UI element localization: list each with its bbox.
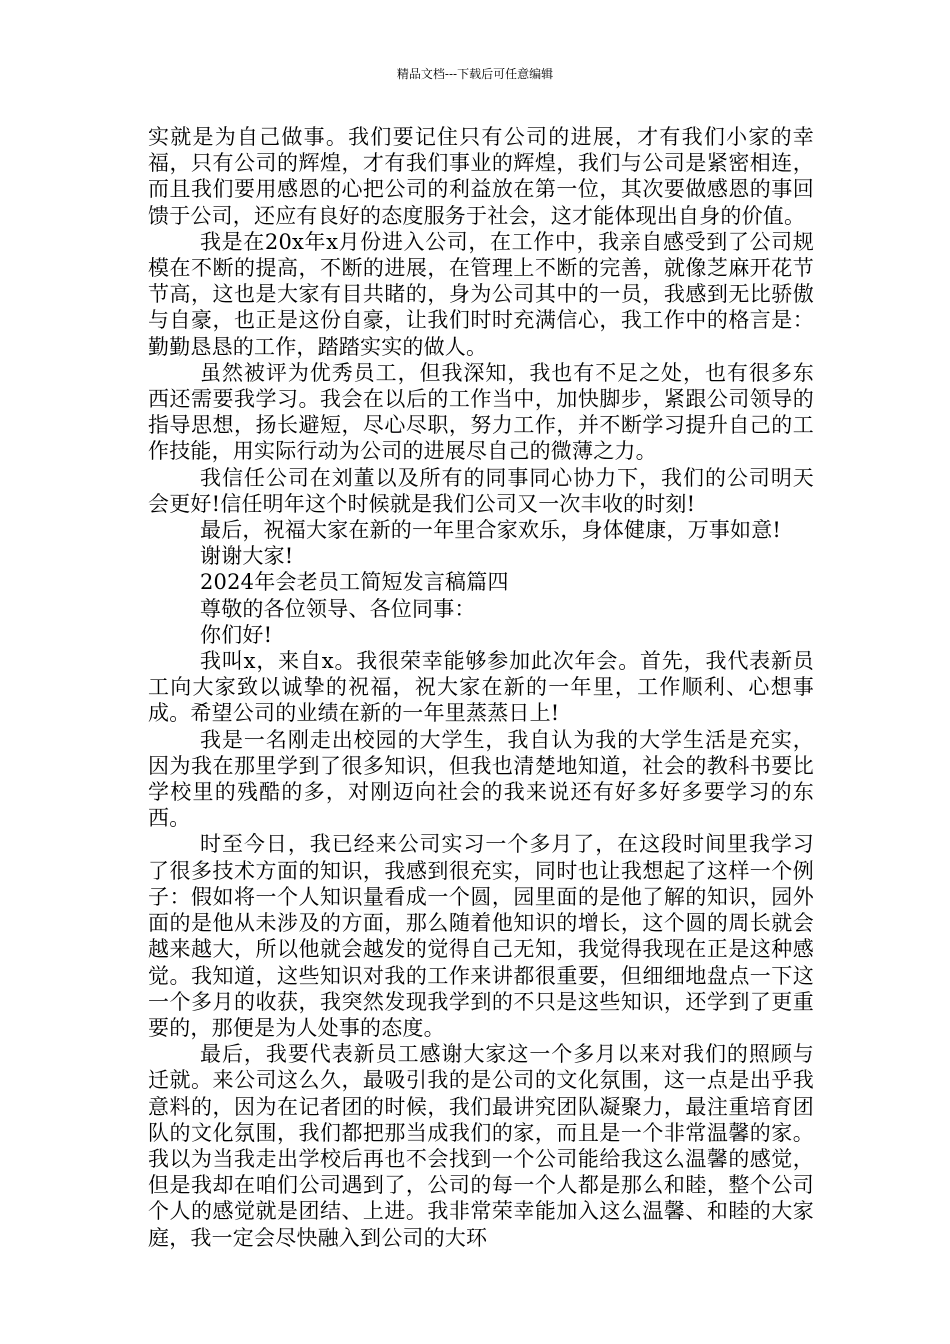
paragraph: 我叫x，来自x。我很荣幸能够参加此次年会。首先，我代表新员工向大家致以诚挚的祝福，祝大家在新的一年里，工作顺利、心想事成。希望公司的业绩在新的一年里蒸蒸日上! [148,649,814,726]
document-body [148,124,814,1251]
paragraph: 最后，我要代表新员工感谢大家这一个多月以来对我们的照顾与迁就。来公司这么久，最吸引我的是公司的文化氛围，这一点是出乎我意料的，因为在记者团的时候，我们最讲究团队凝聚力，最注重培育团队的文化氛围，我们都把那当成我们的家，而且是一个非常温馨的家。我以为当我走出学校后再也不会找到一个公司能给我这么温馨的感觉，但是我却在咱们公司遇到了，公司的每一个人都是那么和睦，整个公司个人的感觉就是团结、上进。我非常荣幸能加入这么温馨、和睦的大家庭，我一定会尽快融入到公司的大环 [148,1042,814,1250]
paragraph: 虽然被评为优秀员工，但我深知，我也有不足之处，也有很多东西还需要我学习。我会在以后的工作当中，加快脚步，紧跟公司领导的指导思想，扬长避短，尽心尽职，努力工作，并不断学习提升自己的工作技能，用实际行动为公司的进展尽自己的微薄之力。 [148,360,814,464]
paragraph: 我是一名刚走出校园的大学生，我自认为我的大学生活是充实，因为我在那里学到了很多知识，但我也清楚地知道，社会的教科书要比学校里的残酷的多，对刚迈向社会的我来说还有好多好多要学习的东西。 [148,727,814,831]
paragraph: 时至今日，我已经来公司实习一个多月了，在这段时间里我学习了很多技术方面的知识，我感到很充实，同时也让我想起了这样一个例子：假如将一个人知识量看成一个圆，园里面的是他了解的知识，园外面的是他从未涉及的方面，那么随着他知识的增长，这个圆的周长就会越来越大，所以他就会越发的觉得自己无知，我觉得我现在正是这种感觉。我知道，这些知识对我的工作来讲都很重要，但细细地盘点一下这一个多月的收获，我突然发现我学到的不只是这些知识，还学到了更重要的，那便是为人处事的态度。 [148,832,814,1040]
paragraph: 最后，祝福大家在新的一年里合家欢乐，身体健康，万事如意! [200,518,782,543]
page-header: 精品文档---下载后可任意编辑 [396,67,554,81]
paragraph: 我信任公司在刘董以及所有的同事同心协力下，我们的公司明天会更好!信任明年这个时候就是我们公司又一次丰收的时刻! [148,465,814,516]
closing-line: 谢谢大家! [200,544,294,569]
greeting: 你们好! [200,622,273,647]
paragraph: 实就是为自己做事。我们要记住只有公司的进展，才有我们小家的幸福，只有公司的辉煌，才有我们事业的辉煌，我们与公司是紧密相连，而且我们要用感恩的心把公司的利益放在第一位，其次要做感恩的事回馈于公司，还应有良好的态度服务于社会，这才能体现出自身的价值。 [148,125,814,228]
salutation: 尊敬的各位领导、各位同事： [200,596,476,621]
section-title: 2024年会老员工简短发言稿篇四 [200,570,509,595]
paragraph: 我是在20x年x月份进入公司，在工作中，我亲自感受到了公司规模在不断的提高，不断的进展，在管理上不断的完善，就像芝麻开花节节高，这也是大家有目共睹的，身为公司其中的一员，我感到无比骄傲与自豪，也正是这份自豪，让我们时时充满信心，我工作中的格言是：勤勤恳恳的工作，踏踏实实的做人。 [148,229,814,359]
